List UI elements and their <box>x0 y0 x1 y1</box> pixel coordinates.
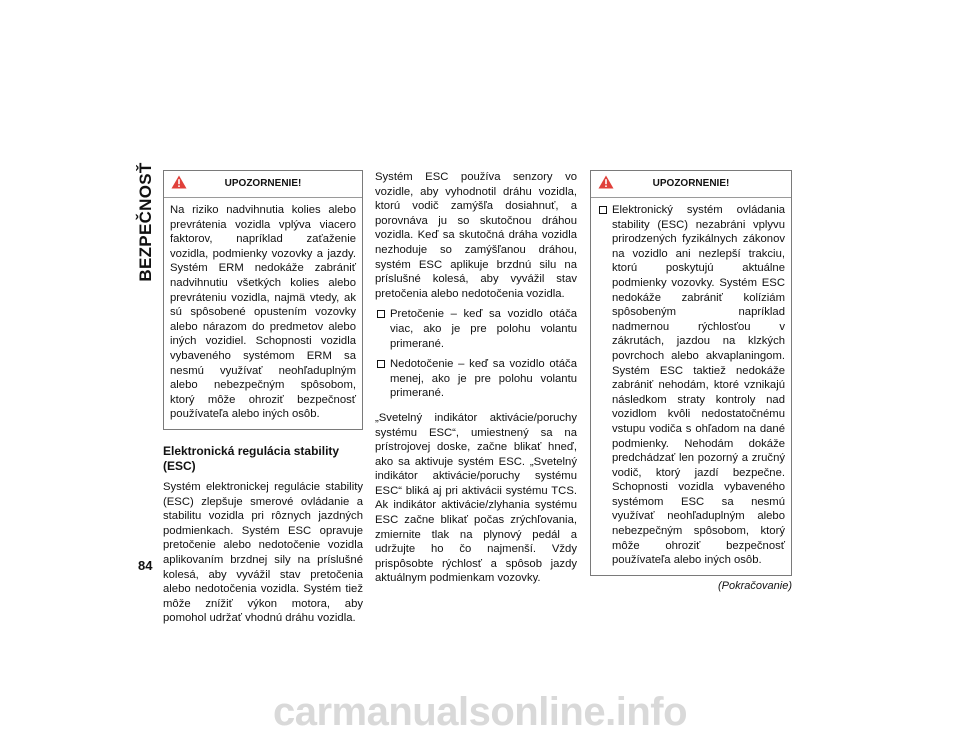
list-item <box>375 307 577 351</box>
warning-triangle-icon <box>598 175 614 189</box>
warning-header-2 <box>591 171 791 198</box>
section-heading: Elektronická regulácia stability (ESC) <box>163 443 340 473</box>
square-bullet-icon <box>599 206 607 214</box>
warning-title-1: UPOZORNENIE! <box>224 178 302 189</box>
warning-title-2: UPOZORNENIE! <box>652 178 730 189</box>
esc-sensor-paragraph: Systém ESC používa senzory vo vozidle, aby vyhodnotil dráhu vozidla, ktorú vodič zamýšľa dosiahnuť, a porovnáva ju so skutočnou dráhou vozidla. Keď sa skutočná dráha vozidla nezhoduje so zamýšľanou dráhou, systém ESC aplikuje brzdnú silu na príslušné kolesá, aby vyvážil stav pretočenia alebo nedotočenia vozidla. <box>375 171 577 300</box>
watermark: carmanualsonline.info <box>272 690 688 734</box>
warning-text-2: Elektronický systém ovládania stability (ESC) nezabráni vplyvu prirodzených fyzikálnych zákonov na vozidlo ani nezlepší trakciu, ktorú poskytujú aktuálne podmienky vozovky. Systém ESC nedokáže zabrániť kolíziám spôsobeným napríklad nadmernou rýchlosťou v zákrutách, jazdou na klzkých povrchoch alebo akvaplaningom. Systém ESC taktiež nedokáže zabrániť nehodám, ktoré vznikajú následkom straty kontroly nad vozidlom kvôli nedostatočnému vstupu vodiča s ohľadom na dané podmienky. Nehodám dokáže predchádzať len pozorný a zručný vodič, ktorý jazdí bezpečne. Schopnosti vozidla vybaveného systémom ESC sa nesmú využívať neohľaduplným alebo nebezpečným spôsobom, ktorý môže ohroziť bezpečnosť používateľa alebo iných osôb. <box>612 204 785 567</box>
square-bullet-icon <box>377 310 385 318</box>
side-tab <box>126 160 166 285</box>
square-bullet-icon <box>377 360 385 368</box>
column-1 <box>163 170 363 626</box>
column-3 <box>590 170 792 593</box>
esc-indicator-paragraph: „Svetelný indikátor aktivácie/poruchy systému ESC“, umiestnený sa na prístrojovej doske, začne blikať hneď, ako sa aktivuje systém ESC. „Svetelný indikátor aktivácie/poruchy systému ESC“ bliká aj pri aktivácii systému TCS. Ak indikátor aktivácie/zlyhania systému ESC začne blikať počas zrýchľovania, zmiernite tlak na plynový pedál a udržujte ho čo najmenší. Vždy prispôsobte rýchlosť a spôsob jazdy aktuálnym podmienkam vozovky. <box>375 411 577 585</box>
warning-triangle-icon <box>171 175 187 189</box>
continued-label: (Pokračovanie) <box>718 579 792 592</box>
warning-box-1 <box>163 170 363 430</box>
warning-text-1: Na riziko nadvihnutia kolies alebo prevrátenia vozidla vplýva viacero faktorov, napríklad zaťaženie vozidla, podmienky vozovky a jazdy. Systém ERM nedokáže zabrániť nadvihnutiu všetkých kolies alebo prevráteniu vozidla, najmä vtedy, ak sú spôsobené opustením vozovky alebo nárazom do predmetov alebo iných vozidiel. Schopnosti vozidla vybaveného systémom ERM sa nesmú využívať neohľaduplným alebo nebezpečným spôsobom, ktorý môže ohroziť bezpečnosť používateľa alebo iných osôb. <box>170 204 356 421</box>
bullet-oversteer: Pretočenie – keď sa vozidlo otáča viac, ako je pre polohu volantu primerané. <box>390 308 577 350</box>
list-item <box>597 203 785 568</box>
esc-intro-paragraph: Systém elektronickej regulácie stability (ESC) zlepšuje smerové ovládanie a stabilitu vozidla pri rôznych jazdných podmienkach. Systém ESC opravuje pretočenie alebo nedotočenie vozidla aplikovaním brzdnej sily na príslušné kolesá, aby vyvážil stav pretočenia alebo nedotočenia vozidla. Systém tiež môže znížiť výkon motora, aby pomohol udržať vhodnú dráhu vozidla. <box>163 481 363 625</box>
column-2 <box>375 170 577 586</box>
section-tab-label: BEZPEČNOSŤ <box>136 162 155 282</box>
warning-box-2 <box>590 170 792 576</box>
bullet-understeer: Nedotočenie – keď sa vozidlo otáča menej, ako je pre polohu volantu primerané. <box>390 358 577 400</box>
list-item <box>375 357 577 401</box>
page-number: 84 <box>138 558 153 573</box>
warning-header-1 <box>164 171 362 198</box>
